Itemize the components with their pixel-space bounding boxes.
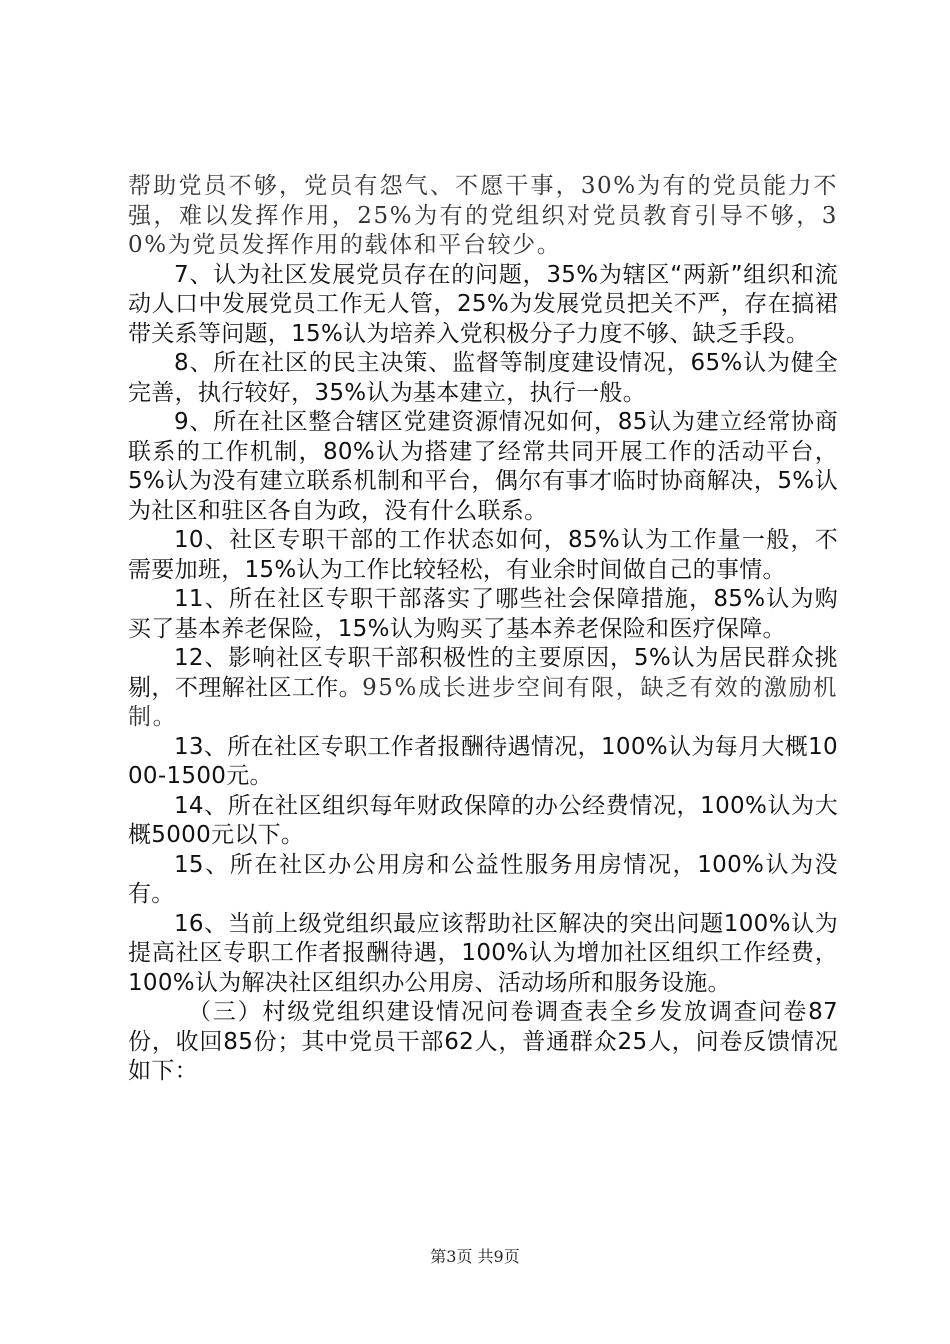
paragraph-section-3: （三）村级党组织建设情况问卷调查表全乡发放调查问卷87份，收回85份；其中党员干部62人，普通群众25人，问卷反馈情况如下：	[128, 999, 838, 1084]
paragraph-continuation: 帮助党员不够，党员有怨气、不愿干事，30%为有的党员能力不强，难以发挥作用，25%为有的党组织对党员教育引导不够，30%为党员发挥作用的载体和平台较少。	[128, 173, 838, 258]
paragraph-item-10: 10、社区专职干部的工作状态如何，85%认为工作量一般，不需要加班，15%认为工作比较轻松，有业余时间做自己的事情。	[128, 527, 838, 583]
paragraph-item-9: 9、所在社区整合辖区党建资源情况如何，85认为建立经常协商联系的工作机制，80%认为搭建了经常共同开展工作的活动平台，5%认为没有建立联系机制和平台，偶尔有事才临时协商解决，5%认为社区和驻区各自为政，没有什么联系。	[128, 409, 838, 524]
paragraph-item-12-part-a: 12、影响社区专职干部积极性的主要原因，5%认为居民群众挑剔，不理解社区工作。	[128, 645, 838, 701]
paragraph-item-16: 16、当前上级党组织最应该帮助社区解决的突出问题100%认为提高社区专职工作者报酬待遇，100%认为增加社区组织工作经费，100%认为解决社区组织办公用房、活动场所和服务设施。	[128, 910, 838, 996]
paragraph-item-12	[128, 644, 838, 733]
paragraph-item-12-part-b: 95%成长进步空间有限，缺乏有效的激励机制。	[128, 674, 839, 730]
paragraph-item-15: 15、所在社区办公用房和公益性服务用房情况，100%认为没有。	[128, 851, 838, 907]
paragraph-item-7: 7、认为社区发展党员存在的问题，35%为辖区“两新”组织和流动人口中发展党员工作无人管，25%为发展党员把关不严，存在搞裙带关系等问题，15%认为培养入党积极分子力度不够、缺乏手段。	[128, 261, 838, 347]
paragraph-item-8: 8、所在社区的民主决策、监督等制度建设情况，65%认为健全完善，执行较好，35%认为基本建立，执行一般。	[128, 350, 838, 406]
document-body	[128, 172, 838, 1087]
page-footer	[0, 1244, 950, 1267]
paragraph-item-13: 13、所在社区专职工作者报酬待遇情况，100%认为每月大概1000-1500元。	[128, 733, 838, 789]
paragraph-item-11: 11、所在社区专职干部落实了哪些社会保障措施，85%认为购买了基本养老保险，15%认为购买了基本养老保险和医疗保障。	[128, 586, 838, 642]
page-number: 第3页 共9页	[430, 1247, 520, 1266]
paragraph-item-14: 14、所在社区组织每年财政保障的办公经费情况，100%认为大概5000元以下。	[128, 792, 838, 848]
